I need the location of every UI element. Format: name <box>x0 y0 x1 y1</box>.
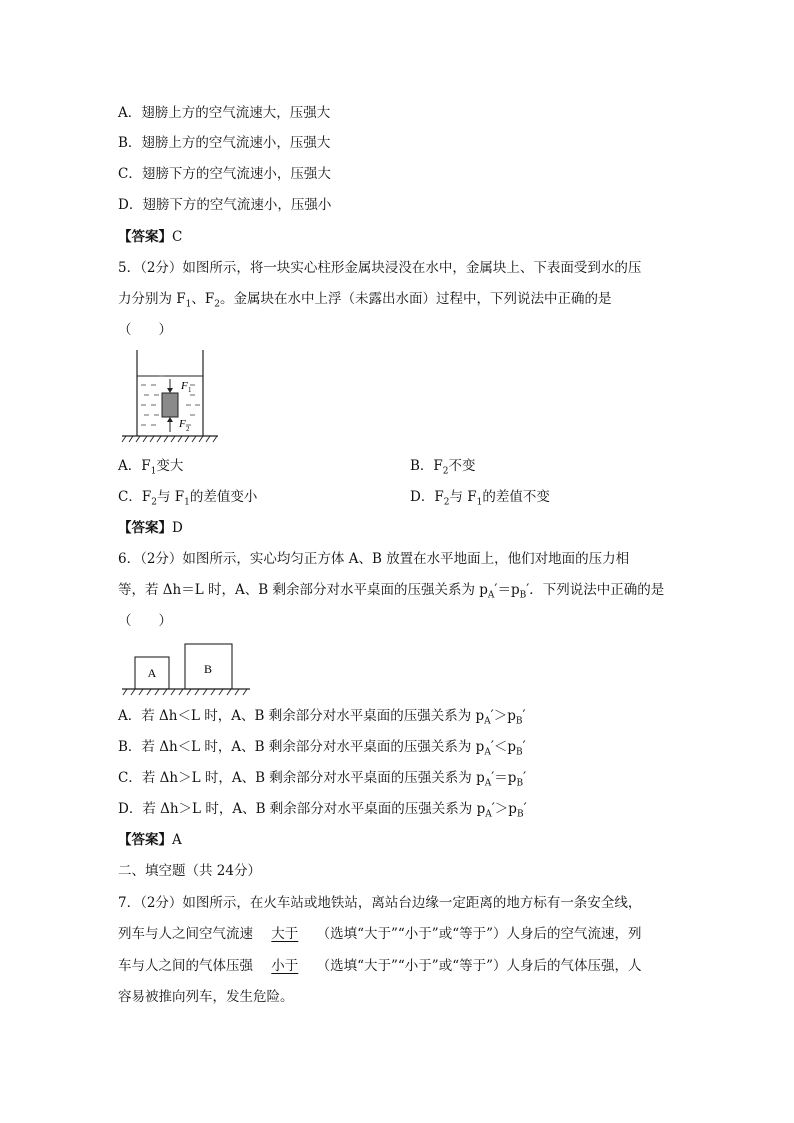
text: （选填“大于”“小于”或“等于”）人身后的空气流速，列 <box>312 926 642 942</box>
q7-line4: 容易被推向列车，发生危险。 <box>118 989 294 1005</box>
text: 等，若 Δh＝L 时，A、B 剩余部分对水平桌面的压强关系为 p <box>118 582 488 598</box>
q5-option-b <box>410 457 476 481</box>
text: ′＞p <box>490 708 516 724</box>
f2-subscript: 2 <box>186 425 190 433</box>
subscript: B <box>516 778 524 789</box>
subscript: B <box>515 716 523 727</box>
answer-label: 【答案】 <box>118 229 172 245</box>
cube-a-label: A <box>147 666 157 680</box>
text: D．F <box>410 489 444 505</box>
subscript: A <box>484 716 491 727</box>
subscript: A <box>484 778 492 789</box>
text: ′ <box>522 739 526 755</box>
text: 列车与人之间空气流速 <box>118 926 258 942</box>
f1-label: F <box>181 380 188 392</box>
text: B．F <box>410 458 443 474</box>
text: D．若 Δh＞L 时，A、B 剩余部分对水平桌面的压强关系为 p <box>118 801 486 817</box>
q5-option-c <box>118 488 257 512</box>
subscript: B <box>516 809 524 820</box>
answer-value: C <box>172 229 183 245</box>
text: 。金属块在水中上浮（未露出水面）过程中，下列说法中正确的是 <box>220 291 612 307</box>
q5-answer <box>118 519 183 537</box>
answer-value: A <box>172 832 182 848</box>
q5-option-d <box>410 488 550 512</box>
q6-figure-cubes <box>120 640 252 696</box>
subscript: A <box>484 747 491 758</box>
q4-option-d: D．翅膀下方的空气流速小，压强小 <box>118 197 332 213</box>
q4-answer <box>118 228 182 246</box>
fill-blank-1: 大于 <box>271 926 299 942</box>
answer-value: D <box>172 520 183 536</box>
text: 与 F <box>156 489 185 505</box>
q4-option-a: A．翅膀上方的空气流速大，压强大 <box>118 105 331 121</box>
text: ′．下列说法中正确的是 <box>526 582 665 598</box>
text: ′＝p <box>494 582 520 598</box>
text: B．若 Δh＜L 时，A、B 剩余部分对水平桌面的压强关系为 p <box>118 739 485 755</box>
text: A．F <box>118 458 151 474</box>
text: A．若 Δh＜L 时，A、B 剩余部分对水平桌面的压强关系为 p <box>118 708 485 724</box>
subscript: B <box>519 590 527 601</box>
subscript: 1 <box>185 299 192 310</box>
text: ′＝p <box>491 770 517 786</box>
text: （选填“大于”“小于”或“等于”）人身后的气体压强，人 <box>312 958 642 974</box>
q5-figure-water-container <box>120 348 220 443</box>
q5-stem-line2 <box>118 290 612 314</box>
q4-option-b: B．翅膀上方的空气流速小，压强大 <box>118 135 331 151</box>
subscript: 1 <box>150 466 157 477</box>
text: ′＞p <box>491 801 517 817</box>
text: ′ <box>523 801 527 817</box>
q5-paren: （ ） <box>118 322 172 338</box>
text: 不变 <box>448 458 476 474</box>
q6-option-c <box>118 769 526 793</box>
subscript: A <box>485 809 492 820</box>
q6-option-b <box>118 738 526 762</box>
subscript: 2 <box>214 299 221 310</box>
cube-b-label: B <box>203 662 213 676</box>
text: ′＜p <box>490 739 517 755</box>
answer-label: 【答案】 <box>118 832 172 848</box>
subscript: 1 <box>184 497 190 508</box>
q5-option-a <box>118 457 183 481</box>
section-heading: 二、填空题（共 24分） <box>118 863 261 879</box>
q6-stem-line2 <box>118 581 664 605</box>
text: 变大 <box>156 458 184 474</box>
text: 、F <box>191 291 215 307</box>
q6-answer <box>118 831 182 849</box>
text: 车与人之间的气体压强 <box>118 958 258 974</box>
text: ′ <box>522 708 526 724</box>
f1-subscript: 1 <box>188 386 192 394</box>
text: C．F <box>118 489 152 505</box>
q5-stem-line1: 5．（2分）如图所示，将一块实心柱形金属块浸没在水中，金属块上、下表面受到水的压 <box>118 260 642 276</box>
answer-label: 【答案】 <box>118 520 172 536</box>
text: 的差值变小 <box>189 489 258 505</box>
text: 力分别为 F <box>118 291 186 307</box>
subscript: A <box>487 590 495 601</box>
q7-line2 <box>118 925 642 943</box>
text: ′ <box>523 770 527 786</box>
text: 与 F <box>449 489 477 505</box>
q6-stem-line1: 6．（2分）如图所示，实心均匀正方体 A、B 放置在水平地面上，他们对地面的压力相 <box>118 551 630 567</box>
text: C．若 Δh＞L 时，A、B 剩余部分对水平桌面的压强关系为 p <box>118 770 485 786</box>
subscript: 1 <box>476 497 483 508</box>
subscript: 2 <box>442 466 449 477</box>
subscript: B <box>516 747 523 758</box>
subscript: 2 <box>151 497 157 508</box>
q6-option-d <box>118 800 527 824</box>
fill-blank-2: 小于 <box>271 958 299 974</box>
subscript: 2 <box>443 497 450 508</box>
f2-label: F <box>179 418 186 430</box>
text: 的差值不变 <box>482 489 550 505</box>
q6-option-a <box>118 707 526 731</box>
q6-paren: （ ） <box>118 613 172 629</box>
q7-line1: 7．（2分）如图所示，在火车站或地铁站，离站台边缘一定距离的地方标有一条安全线， <box>118 895 642 911</box>
q7-line3 <box>118 957 642 975</box>
q4-option-c: C．翅膀下方的空气流速小，压强大 <box>118 166 331 182</box>
